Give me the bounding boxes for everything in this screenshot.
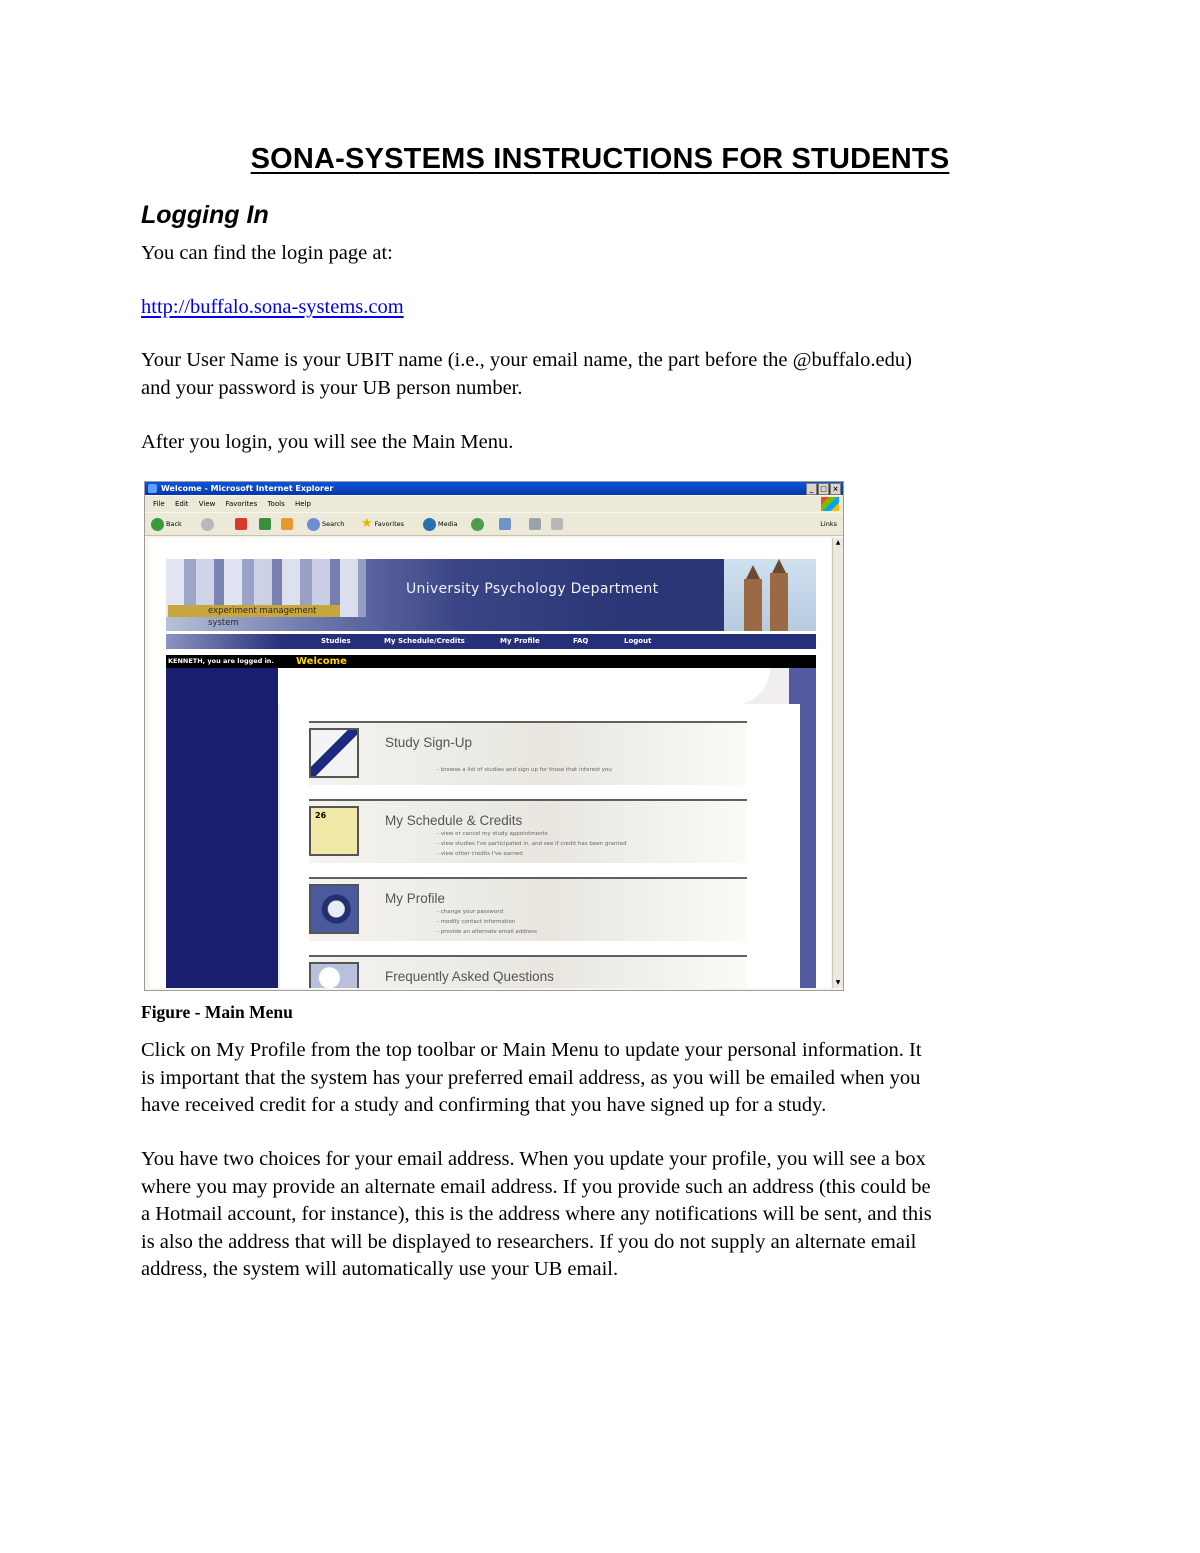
search-button[interactable] [307, 517, 344, 531]
mail-button[interactable] [499, 517, 513, 531]
pen-icon [309, 728, 359, 778]
figure-caption: Figure - Main Menu [141, 1002, 293, 1022]
nav-my-profile[interactable]: My Profile [500, 637, 540, 645]
profile-line-3: have received credit for a study and confirming that you have signed up for a study. [141, 1094, 827, 1116]
login-url-line [141, 294, 1061, 322]
home-button[interactable] [281, 517, 295, 531]
menu-item-study-signup[interactable] [309, 721, 747, 785]
credentials-line-1: Your User Name is your UBIT name (i.e., your email name, the part before the @buffalo.edu) [141, 349, 912, 371]
menu-item-faq[interactable] [309, 955, 747, 988]
stop-icon [235, 518, 247, 530]
menu-item-title: Study Sign-Up [385, 735, 473, 750]
nav-logout[interactable]: Logout [624, 637, 652, 645]
media-icon [423, 518, 436, 531]
left-sidebar [166, 668, 278, 988]
email-line-2: where you may provide an alternate email address. If you provide such an address (this could be [141, 1175, 931, 1198]
banner-tagline: experiment management system [168, 605, 340, 617]
edit-button[interactable] [551, 517, 565, 531]
stop-button[interactable] [235, 517, 249, 531]
scroll-down-icon[interactable]: ▼ [835, 979, 841, 986]
intro-text: You can find the login page at: [141, 242, 393, 264]
email-line-1: You have two choices for your email address. When you update your profile, you will see a box [141, 1148, 926, 1170]
login-url-link[interactable]: http://buffalo.sona-systems.com [141, 296, 404, 318]
main-menu-screenshot [144, 481, 844, 991]
after-login-text: After you login, you will see the Main Menu. [141, 431, 514, 453]
menu-item-title: Frequently Asked Questions [385, 969, 554, 984]
search-label: Search [322, 520, 345, 528]
links-button[interactable]: Links [820, 520, 837, 528]
menu-item-title: My Profile [385, 891, 446, 906]
section-heading: Logging In [141, 201, 269, 229]
nav-faq[interactable]: FAQ [573, 637, 589, 645]
menu-item-desc: - view studies I've participated in, and see if credit has been granted [437, 841, 627, 847]
menu-edit[interactable]: Edit [174, 500, 189, 508]
menu-tools[interactable]: Tools [267, 500, 285, 508]
forward-button[interactable] [201, 517, 216, 531]
forward-arrow-icon [201, 518, 214, 531]
page-title: SONA-SYSTEMS INSTRUCTIONS FOR STUDENTS [250, 143, 950, 175]
menu-favorites[interactable]: Favorites [225, 500, 258, 508]
menu-item-my-profile[interactable] [309, 877, 747, 941]
back-label: Back [166, 520, 182, 528]
home-icon [281, 518, 293, 530]
print-icon [529, 518, 541, 530]
menu-item-desc: - browse a list of studies and sign up for those that interest you [437, 767, 612, 773]
print-button[interactable] [529, 517, 543, 531]
menu-item-desc: - view other credits I've earned [437, 851, 523, 857]
menu-item-schedule-credits[interactable] [309, 799, 747, 863]
credentials-line-2: and your password is your UB person number. [141, 376, 523, 399]
refresh-button[interactable] [259, 517, 273, 531]
back-button[interactable] [151, 517, 182, 531]
email-line-3: a Hotmail account, for instance), this is the address where any notifications will be sent, and this [141, 1203, 932, 1225]
mail-icon [499, 518, 511, 530]
browser-title-bar [145, 482, 843, 495]
site-nav [166, 634, 816, 649]
refresh-icon [259, 518, 271, 530]
faq-icon [309, 962, 359, 988]
calendar-day: 26 [315, 811, 327, 820]
history-button[interactable] [471, 517, 486, 531]
history-icon [471, 518, 484, 531]
menu-item-desc: - provide an alternate email address [437, 929, 538, 935]
logged-in-text: KENNETH, you are logged in. [168, 657, 274, 665]
browser-viewport [149, 538, 831, 988]
profile-line-1: Click on My Profile from the top toolbar or Main Menu to update your personal information. It [141, 1039, 922, 1061]
search-icon [307, 518, 320, 531]
browser-toolbar [145, 513, 843, 536]
email-line-4: is also the address that will be displayed to researchers. If you do not supply an alternate email [141, 1230, 917, 1253]
credentials-paragraph [141, 347, 1061, 402]
menu-help[interactable]: Help [294, 500, 311, 508]
email-paragraph [141, 1146, 1061, 1284]
maximize-icon[interactable]: □ [818, 483, 829, 495]
menu-item-desc: - view or cancel my study appointments [437, 831, 548, 837]
church-towers-image [724, 559, 816, 631]
star-icon: ★ [361, 516, 373, 531]
email-line-5: address, the system will automatically use your UB email. [141, 1258, 619, 1280]
browser-scrollbar[interactable] [832, 538, 843, 988]
scroll-up-icon[interactable]: ▲ [835, 539, 841, 546]
minimize-icon[interactable]: _ [806, 483, 817, 495]
menu-item-title: My Schedule & Credits [385, 813, 523, 828]
media-label: Media [438, 520, 458, 528]
close-icon[interactable]: × [830, 483, 841, 495]
nav-my-schedule-credits[interactable]: My Schedule/Credits [384, 637, 465, 645]
menu-view[interactable]: View [198, 500, 216, 508]
menu-item-desc: - change your password [437, 909, 503, 915]
login-status-bar [166, 655, 816, 668]
site-banner [166, 559, 816, 631]
media-button[interactable] [423, 517, 458, 531]
menu-item-desc: - modify contact information [437, 919, 516, 925]
edit-icon [551, 518, 563, 530]
content-header [278, 668, 770, 705]
favorites-label: Favorites [374, 520, 405, 528]
back-arrow-icon [151, 518, 164, 531]
ie-logo-icon [148, 484, 157, 493]
profile-paragraph [141, 1037, 1061, 1120]
windows-flag-icon [821, 497, 839, 511]
department-name: University Psychology Department [406, 581, 659, 597]
calendar-icon [309, 806, 359, 856]
nav-studies[interactable]: Studies [321, 637, 351, 645]
menu-file[interactable]: File [153, 500, 165, 508]
profile-line-2: is important that the system has your preferred email address, as you will be emailed when you [141, 1066, 921, 1089]
eye-icon [309, 884, 359, 934]
browser-window-title: Welcome - Microsoft Internet Explorer [161, 484, 334, 493]
welcome-heading: Welcome [296, 656, 347, 667]
browser-menu-bar [145, 496, 843, 512]
favorites-button[interactable] [361, 517, 404, 531]
